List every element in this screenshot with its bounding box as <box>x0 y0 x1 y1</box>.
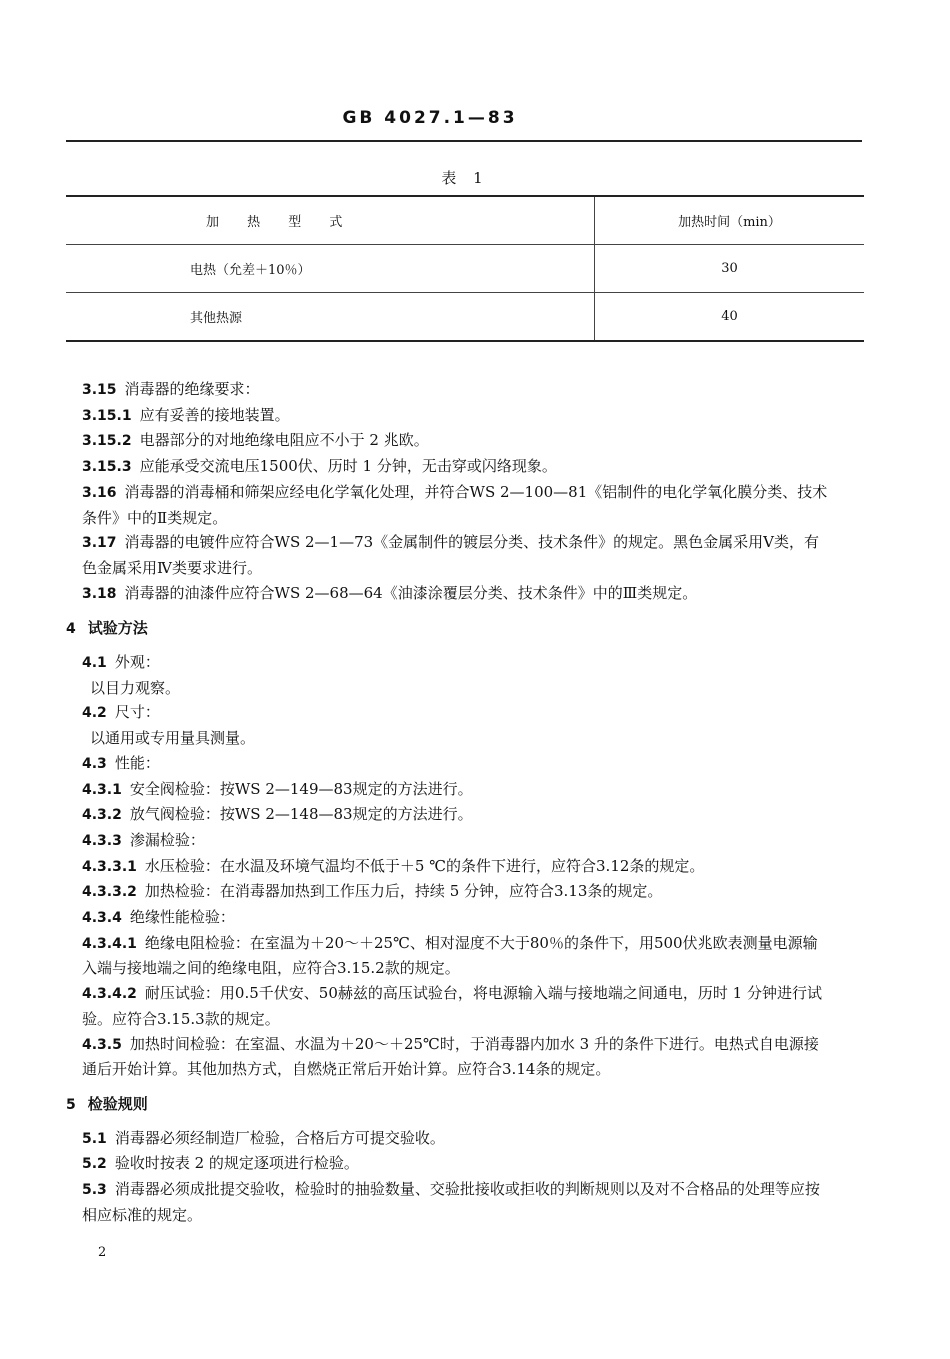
clause-text: 电器部分的对地绝缘电阻应不小于 2 兆欧。 <box>139 431 429 450</box>
clause-number: 4.3.4.2 <box>82 986 137 1003</box>
clause <box>66 828 832 854</box>
clause <box>66 454 832 480</box>
clause-text: 尺寸： <box>114 703 160 722</box>
clause-number: 3.15.2 <box>82 433 132 450</box>
clause-number: 4.3.5 <box>82 1036 122 1053</box>
clause <box>66 777 832 803</box>
clause-number: 3.15 <box>82 382 117 398</box>
heating-time-table <box>66 195 864 342</box>
table-row <box>66 245 864 293</box>
clause <box>66 1177 832 1227</box>
table-cell-heating-time: 30 <box>595 245 865 293</box>
clause <box>66 403 832 429</box>
body-text <box>66 377 832 1228</box>
clause-text: 消毒器的绝缘要求： <box>124 380 260 398</box>
clause <box>66 1032 832 1082</box>
section-title: 检验规则 <box>87 1094 148 1113</box>
clause-text: 绝缘电阻检验：在室温为＋20～＋25℃、相对湿度不大于80％的条件下，用500伏兆欧表测量电源输入端与接地端之间的绝缘电阻，应符合3.15.2款的规定。 <box>82 933 818 978</box>
section-heading <box>66 616 832 642</box>
table-cell-heating-type: 电热（允差＋10％） <box>66 245 595 293</box>
clause-text: 消毒器的消毒桶和筛架应经电化学氧化处理，并符合WS 2—100—81《铝制件的电化学氧化膜分类、技术条件》中的Ⅱ类规定。 <box>82 482 828 527</box>
section-heading <box>66 1092 832 1118</box>
clause-text: 渗漏检验： <box>129 830 205 849</box>
clause-number: 5.3 <box>82 1182 107 1199</box>
clause-text: 消毒器必须经制造厂检验，合格后方可提交验收。 <box>114 1128 445 1147</box>
table-header-row <box>66 196 864 245</box>
clause-text: 消毒器的电镀件应符合WS 2—1—73《金属制件的镀层分类、技术条件》的规定。黑色金属采用Ⅴ类，有色金属采用Ⅳ类要求进行。 <box>82 533 820 577</box>
clause-number: 5.1 <box>82 1130 107 1147</box>
clause <box>66 931 832 981</box>
clause <box>66 700 832 726</box>
clause-number: 4.2 <box>82 705 107 722</box>
clause <box>66 802 832 828</box>
clause-number: 3.18 <box>82 585 117 602</box>
clause <box>66 879 832 905</box>
clause-body: 以通用或专用量具测量。 <box>90 729 256 748</box>
clause-number: 4.3.3 <box>82 832 122 849</box>
section-number: 5 <box>66 1096 76 1113</box>
table-caption: 表 1 <box>441 169 489 187</box>
clause-number: 4.3.1 <box>82 781 122 798</box>
clause-text: 应能承受交流电压1500伏、历时 1 分钟，无击穿或闪络现象。 <box>139 457 557 476</box>
clause-number: 4.1 <box>82 655 107 672</box>
clause <box>66 854 832 880</box>
clause <box>66 581 832 607</box>
clause-text: 水压检验：在水温及环境气温均不低于＋5 ℃的条件下进行，应符合3.12条的规定。 <box>144 856 705 875</box>
clause-number: 4.3.3.2 <box>82 884 137 901</box>
clause-number: 4.3.3.1 <box>82 858 137 875</box>
clause-text: 消毒器必须成批提交验收，检验时的抽验数量、交验批接收或拒收的判断规则以及对不合格品的处理等应按相应标准的规定。 <box>82 1180 820 1224</box>
clause-text: 放气阀检验：按WS 2—148—83规定的方法进行。 <box>129 805 473 824</box>
clause <box>66 377 832 403</box>
clause-text: 应有妥善的接地装置。 <box>139 405 290 424</box>
table-row <box>66 293 864 342</box>
clause <box>66 480 832 530</box>
clause-text: 安全阀检验：按WS 2—149—83规定的方法进行。 <box>129 779 473 798</box>
column-header-heating-time: 加热时间（min） <box>595 196 865 245</box>
section-number: 4 <box>66 621 76 638</box>
clause-text: 消毒器的油漆件应符合WS 2—68—64《油漆涂覆层分类、技术条件》中的Ⅲ类规定。 <box>124 583 698 602</box>
clause-text: 耐压试验：用0.5千伏安、50赫兹的高压试验台，将电源输入端与接地端之间通电，历时 1 分钟进行试验。应符合3.15.3款的规定。 <box>82 984 822 1028</box>
clause-number: 5.2 <box>82 1156 107 1173</box>
table-cell-heating-time: 40 <box>595 293 865 342</box>
clause-text: 外观： <box>114 653 160 672</box>
clause-text: 加热检验：在消毒器加热到工作压力后，持续 5 分钟，应符合3.13条的规定。 <box>144 882 663 901</box>
clause-number: 3.17 <box>82 535 117 552</box>
page-number: 2 <box>98 1245 107 1260</box>
column-header-heating-type: 加 热 型 式 <box>66 196 595 245</box>
clause-number: 4.3.2 <box>82 807 122 824</box>
clause-number: 4.3 <box>82 755 107 772</box>
clause-number: 4.3.4 <box>82 910 122 927</box>
clause <box>66 650 832 676</box>
clause <box>66 428 832 454</box>
table-cell-heating-type: 其他热源 <box>66 293 595 342</box>
clause-body: 以目力观察。 <box>90 678 181 697</box>
clause <box>66 1151 832 1177</box>
clause <box>66 1126 832 1152</box>
standard-code-header: GB 4027.1—83 <box>342 108 518 128</box>
clause-number: 3.16 <box>82 484 117 501</box>
clause <box>66 981 832 1031</box>
clause-number: 3.15.1 <box>82 407 132 424</box>
clause <box>66 530 832 580</box>
clause-number: 3.15.3 <box>82 459 132 476</box>
clause <box>66 905 832 931</box>
clause-text: 绝缘性能检验： <box>129 908 235 927</box>
header-rule <box>66 140 862 142</box>
section-title: 试验方法 <box>87 619 148 638</box>
clause-text: 性能： <box>114 753 160 772</box>
clause <box>66 751 832 777</box>
clause-number: 4.3.4.1 <box>82 935 137 952</box>
clause-text: 验收时按表 2 的规定逐项进行检验。 <box>114 1154 359 1173</box>
clause-text: 加热时间检验：在室温、水温为＋20～＋25℃时，于消毒器内加水 3 升的条件下进行。电热式自电源接通后开始计算。其他加热方式，自燃烧正常后开始计算。应符合3.14条的规定。 <box>82 1034 819 1079</box>
